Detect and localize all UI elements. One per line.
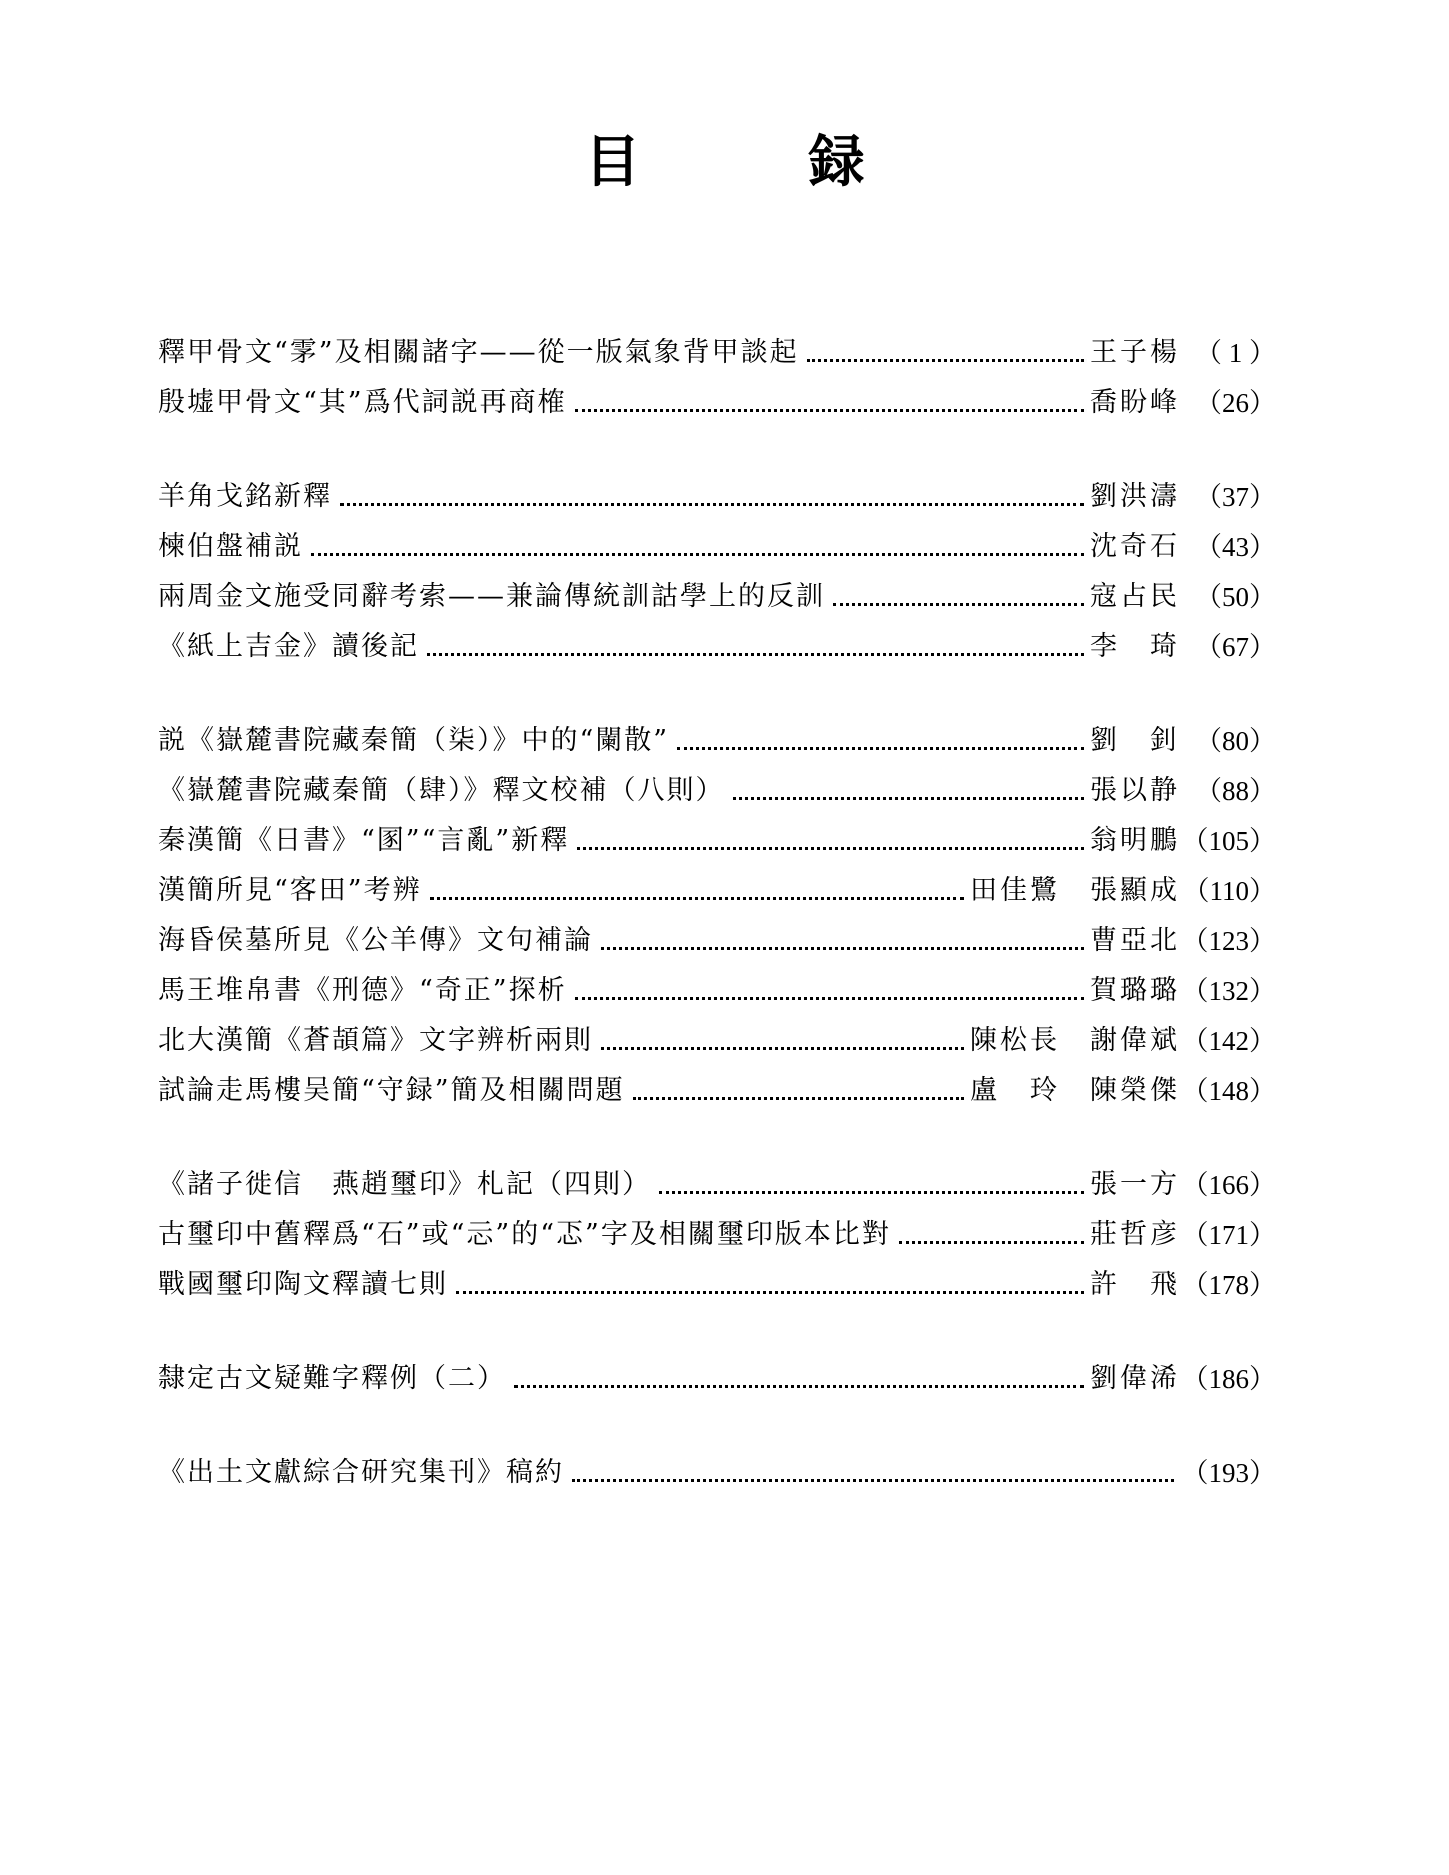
entry-title: 殷墟甲骨文“其”爲代詞説再商榷: [158, 387, 567, 418]
toc-entry[interactable]: [158, 958, 1276, 1008]
entry-title: 漢簡所見“客田”考辨: [158, 875, 422, 906]
entry-author: 曹亞北: [1090, 925, 1180, 956]
entry-page-number: （142）: [1181, 1026, 1276, 1056]
table-of-contents: [158, 320, 1276, 1490]
entry-author: 劉 釗: [1090, 725, 1180, 756]
toc-entry[interactable]: [158, 908, 1276, 958]
dot-leader: [340, 503, 1084, 506]
dot-leader: [659, 1191, 1084, 1194]
dot-leader: [427, 653, 1084, 656]
entry-title: 秦漢簡《日書》“圂”“言亂”新釋: [158, 825, 570, 856]
entry-author: 田佳鷺 張顯成: [970, 875, 1180, 906]
entry-author: 許 飛: [1090, 1269, 1180, 1300]
dot-leader: [575, 997, 1084, 1000]
toc-entry[interactable]: [158, 758, 1276, 808]
toc-section: [158, 464, 1276, 664]
entry-page-number: （67）: [1195, 632, 1276, 662]
entry-page-number: （50）: [1195, 582, 1276, 612]
entry-author: 王子楊: [1090, 337, 1180, 368]
dot-leader: [572, 1479, 1174, 1482]
entry-page-number: （43）: [1195, 532, 1276, 562]
toc-entry[interactable]: [158, 320, 1276, 370]
entry-title: 楝伯盤補説: [158, 531, 303, 562]
entry-page-number: （148）: [1181, 1076, 1276, 1106]
entry-title: 羊角戈銘新釋: [158, 481, 332, 512]
entry-title: 隸定古文疑難字釋例（二）: [158, 1363, 506, 1394]
toc-section: [158, 1440, 1276, 1490]
toc-entry[interactable]: [158, 1152, 1276, 1202]
entry-title: 釋甲骨文“雺”及相關諸字——從一版氣象背甲談起: [158, 337, 799, 368]
entry-title: 兩周金文施受同辭考索——兼論傳統訓詁學上的反訓: [158, 581, 825, 612]
entry-title: 《諸子徙信 燕趙璽印》札記（四則）: [158, 1169, 651, 1200]
entry-page-number: （26）: [1195, 388, 1276, 418]
page-title: 目 録: [584, 130, 921, 195]
dot-leader: [577, 847, 1084, 850]
dot-leader: [575, 409, 1084, 412]
entry-page-number: （186）: [1181, 1364, 1276, 1394]
toc-entry[interactable]: [158, 808, 1276, 858]
toc-section: [158, 1346, 1276, 1396]
entry-author: 翁明鵬: [1090, 825, 1180, 856]
dot-leader: [311, 553, 1084, 556]
toc-section: [158, 1152, 1276, 1302]
entry-title: 古璽印中舊釋爲“石”或“忈”的“忑”字及相關璽印版本比對: [158, 1219, 891, 1250]
entry-page-number: （193）: [1181, 1458, 1276, 1488]
entry-page-number: （132）: [1181, 976, 1276, 1006]
dot-leader: [677, 747, 1084, 750]
entry-author: 喬盼峰: [1090, 387, 1180, 418]
toc-entry[interactable]: [158, 564, 1276, 614]
entry-author: 劉偉浠: [1090, 1363, 1180, 1394]
toc-section: [158, 320, 1276, 420]
entry-author: 張一方: [1090, 1169, 1180, 1200]
entry-page-number: （110）: [1182, 876, 1276, 906]
entry-page-number: （105）: [1181, 826, 1276, 856]
toc-entry[interactable]: [158, 1202, 1276, 1252]
entry-page-number: （123）: [1181, 926, 1276, 956]
entry-page-number: （80）: [1195, 726, 1276, 756]
entry-title: 《出土文獻綜合研究集刊》稿約: [158, 1457, 564, 1488]
entry-author: 沈奇石: [1090, 531, 1180, 562]
entry-author: 莊哲彦: [1090, 1219, 1180, 1250]
entry-author: 陳松長 謝偉斌: [970, 1025, 1180, 1056]
entry-page-number: （88）: [1195, 776, 1276, 806]
entry-title: 海昏侯墓所見《公羊傳》文句補論: [158, 925, 593, 956]
entry-author: 盧 玲 陳榮傑: [970, 1075, 1180, 1106]
entry-author: 李 琦: [1090, 631, 1180, 662]
dot-leader: [833, 603, 1084, 606]
toc-section: [158, 708, 1276, 1108]
entry-page-number: （178）: [1181, 1270, 1276, 1300]
toc-entry[interactable]: [158, 708, 1276, 758]
dot-leader: [456, 1291, 1084, 1294]
entry-page-number: （37）: [1195, 482, 1276, 512]
dot-leader: [430, 897, 964, 900]
entry-title: 《紙上吉金》讀後記: [158, 631, 419, 662]
toc-entry[interactable]: [158, 1252, 1276, 1302]
toc-entry[interactable]: [158, 514, 1276, 564]
entry-page-number: （171）: [1181, 1220, 1276, 1250]
entry-title: 説《嶽麓書院藏秦簡（柒）》中的“闌散”: [158, 725, 670, 756]
toc-entry[interactable]: [158, 1008, 1276, 1058]
toc-entry[interactable]: [158, 858, 1276, 908]
dot-leader: [601, 1047, 964, 1050]
dot-leader: [807, 359, 1084, 362]
entry-page-number: （166）: [1181, 1170, 1276, 1200]
toc-entry[interactable]: [158, 464, 1276, 514]
entry-author: 賀璐璐: [1090, 975, 1180, 1006]
entry-author: 張以静: [1090, 775, 1180, 806]
entry-author: 劉洪濤: [1090, 481, 1180, 512]
dot-leader: [899, 1241, 1084, 1244]
dot-leader: [514, 1385, 1084, 1388]
entry-title: 《嶽麓書院藏秦簡（肆）》釋文校補（八則）: [158, 775, 725, 806]
entry-title: 北大漢簡《蒼頡篇》文字辨析兩則: [158, 1025, 593, 1056]
entry-title: 馬王堆帛書《刑德》“奇正”探析: [158, 975, 567, 1006]
entry-page-number: （ 1 ）: [1195, 338, 1276, 368]
dot-leader: [601, 947, 1084, 950]
dot-leader: [633, 1097, 964, 1100]
toc-entry[interactable]: [158, 614, 1276, 664]
toc-entry[interactable]: [158, 1346, 1276, 1396]
entry-title: 試論走馬樓吴簡“守録”簡及相關問題: [158, 1075, 625, 1106]
dot-leader: [733, 797, 1085, 800]
toc-entry[interactable]: [158, 370, 1276, 420]
entry-title: 戰國璽印陶文釋讀七則: [158, 1269, 448, 1300]
toc-entry[interactable]: [158, 1440, 1276, 1490]
toc-entry[interactable]: [158, 1058, 1276, 1108]
entry-author: 寇占民: [1090, 581, 1180, 612]
